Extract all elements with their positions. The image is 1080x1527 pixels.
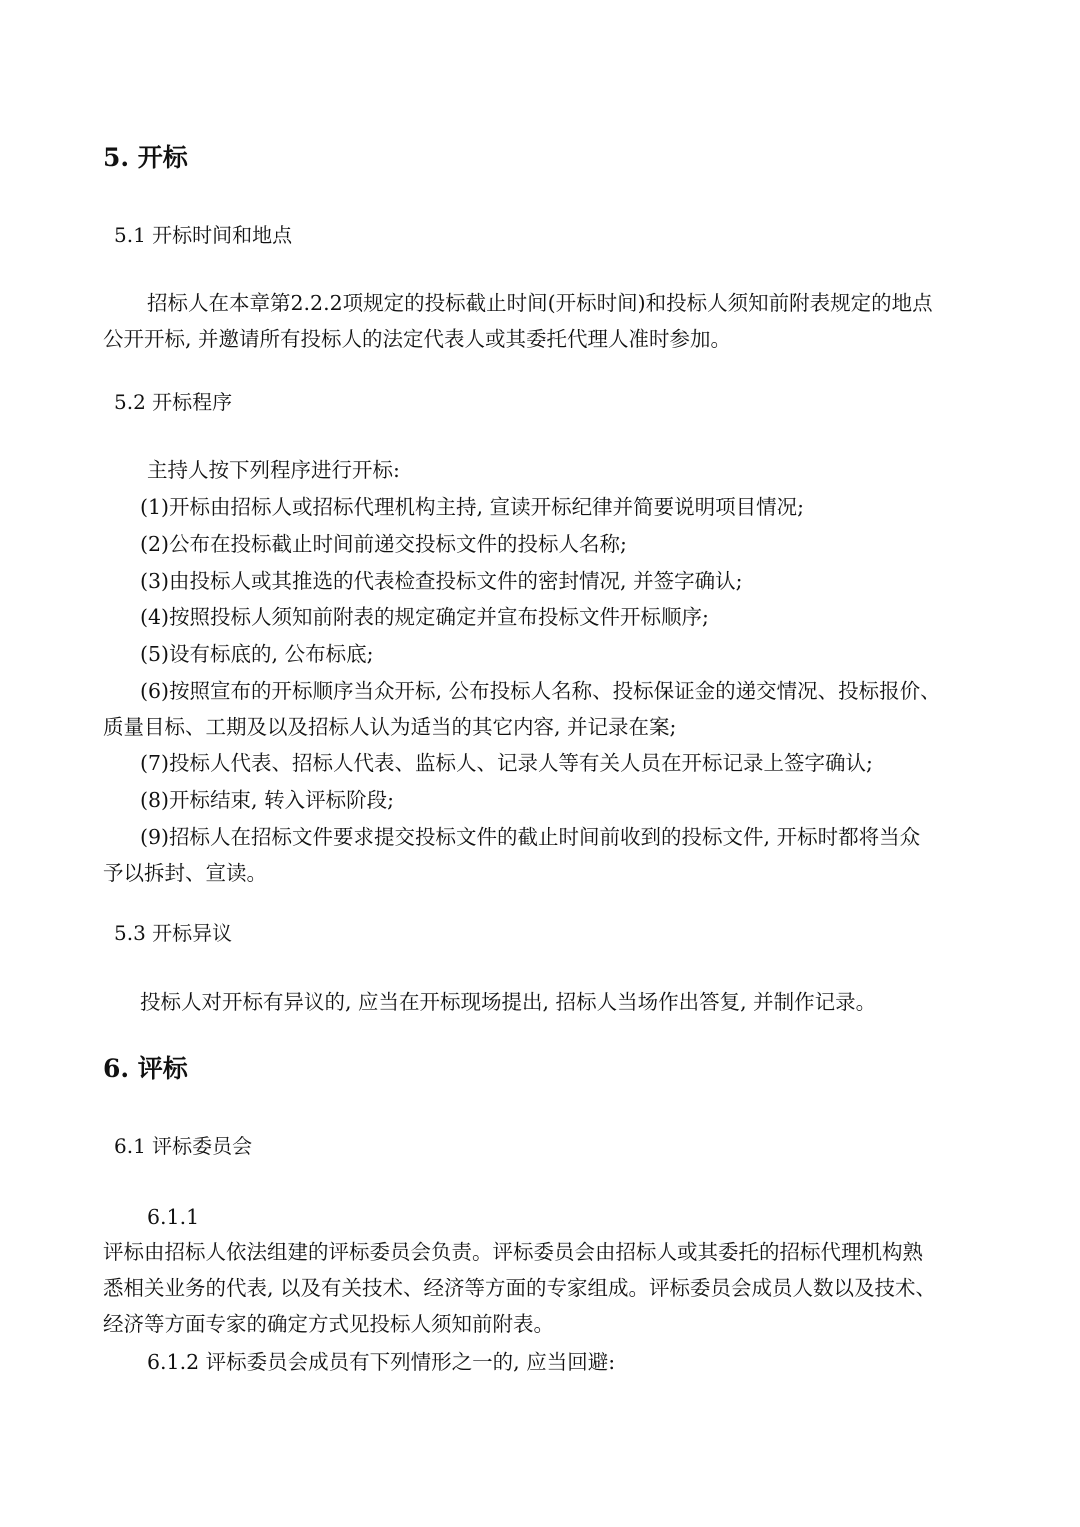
section-5-2-intro: 主持人按下列程序进行开标: (147, 458, 400, 482)
list-item: (6)按照宣布的开标顺序当众开标, 公布投标人名称、投标保证金的递交情况、投标报价、 (140, 679, 941, 703)
list-item: (8)开标结束, 转入评标阶段; (140, 788, 394, 812)
list-item-continuation: 予以拆封、宣读。 (103, 861, 267, 885)
section-5-3-heading: 5.3 开标异议 (114, 921, 233, 945)
section-5-2-heading: 5.2 开标程序 (114, 390, 233, 414)
section-5-1-paragraph-line-1: 招标人在本章第2.2.2项规定的投标截止时间(开标时间)和投标人须知前附表规定的地点 (147, 291, 933, 315)
section-6-1-heading: 6.1 评标委员会 (114, 1134, 253, 1158)
section-5-1-paragraph-line-2: 公开开标, 并邀请所有投标人的法定代表人或其委托代理人准时参加。 (103, 327, 732, 351)
list-item: (7)投标人代表、招标人代表、监标人、记录人等有关人员在开标记录上签字确认; (140, 751, 873, 775)
section-6-1-2-paragraph: 6.1.2 评标委员会成员有下列情形之一的, 应当回避: (147, 1350, 616, 1374)
section-6-1-1-line-3: 经济等方面专家的确定方式见投标人须知前附表。 (103, 1312, 554, 1336)
section-6-1-1-line-2: 悉相关业务的代表, 以及有关技术、经济等方面的专家组成。评标委员会成员人数以及技术、 (103, 1276, 937, 1300)
list-item: (9)招标人在招标文件要求提交投标文件的截止时间前收到的投标文件, 开标时都将当众 (140, 825, 921, 849)
section-6-1-1-number: 6.1.1 (147, 1205, 200, 1229)
list-item: (3)由投标人或其推选的代表检查投标文件的密封情况, 并签字确认; (140, 569, 743, 593)
section-5-3-paragraph: 投标人对开标有异议的, 应当在开标现场提出, 招标人当场作出答复, 并制作记录。 (140, 990, 877, 1014)
section-5-1-heading: 5.1 开标时间和地点 (114, 223, 293, 247)
list-item: (2)公布在投标截止时间前递交投标文件的投标人名称; (140, 532, 627, 556)
list-item: (5)设有标底的, 公布标底; (140, 642, 374, 666)
list-item-continuation: 质量目标、工期及以及招标人认为适当的其它内容, 并记录在案; (103, 715, 677, 739)
list-item: (4)按照投标人须知前附表的规定确定并宣布投标文件开标顺序; (140, 605, 709, 629)
section-6-1-1-line-1: 评标由招标人依法组建的评标委员会负责。评标委员会由招标人或其委托的招标代理机构熟 (103, 1240, 923, 1264)
list-item: (1)开标由招标人或招标代理机构主持, 宣读开标纪律并简要说明项目情况; (140, 495, 804, 519)
section-5-heading: 5. 开标 (103, 143, 188, 172)
section-6-heading: 6. 评标 (103, 1054, 188, 1083)
